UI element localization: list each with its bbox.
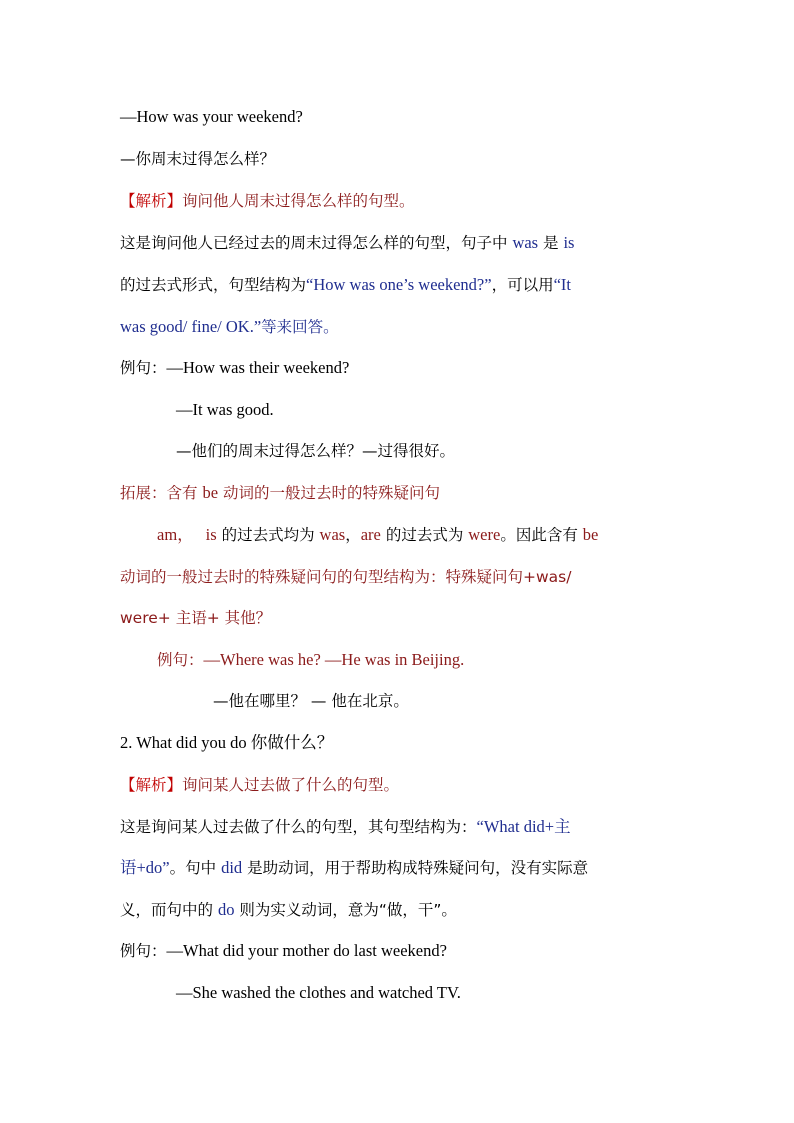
example-translation: —他们的周末过得怎么样？—过得很好。 [176, 442, 456, 460]
sentence-pattern: “What did+主 [476, 817, 571, 836]
keyword-do: do [217, 900, 235, 919]
example-label: 例句： [120, 359, 167, 377]
explanation-line-2 [120, 275, 571, 295]
keyword-did: did [221, 858, 243, 877]
extension-line-2: 动词的一般过去时的特殊疑问句的句型结构为：特殊疑问句+was/ [120, 568, 572, 586]
example-question: —How was their weekend? [166, 358, 350, 377]
example-label: 例句： [157, 651, 204, 669]
extension-heading [120, 483, 440, 503]
keyword-is: is [205, 525, 217, 544]
section-heading: 2. What did you do 你做什么？ [120, 733, 334, 752]
keyword-am: am， [157, 525, 194, 544]
keyword-was: was [319, 525, 346, 544]
explanation-text: 的过去式形式，句型结构为 [120, 276, 307, 294]
explanation-text: 等来回答。 [261, 318, 339, 336]
example-answer: —It was good. [176, 400, 274, 419]
analysis-summary: 询问他人周末过得怎么样的句型。 [182, 192, 415, 210]
analysis-tag: 【解析】 [120, 776, 183, 794]
extension-text: 的过去式为 [380, 526, 469, 544]
extension-line-1 [157, 525, 598, 545]
keyword-were: were [468, 525, 501, 544]
explanation-text: 是 [538, 234, 564, 252]
extension-text: 的过去式均为 [216, 526, 320, 544]
keyword-was: was [512, 233, 539, 252]
example-line-2 [120, 941, 447, 961]
keyword-be: be [582, 525, 599, 544]
answer-pattern: was good/ fine/ OK.” [120, 317, 262, 336]
explanation-line-5 [120, 858, 588, 878]
explanation-line-1 [120, 233, 574, 253]
keyword-be: be [202, 483, 219, 502]
extension-line-3: were+ 主语+ 其他？ [120, 609, 272, 627]
sentence-pattern: 语+do” [120, 858, 170, 877]
example-label: 例句： [120, 942, 167, 960]
explanation-text: 这是询问某人过去做了什么的句型，其句型结构为： [120, 818, 477, 836]
extension-text: 。因此含有 [500, 526, 583, 544]
extension-text: 动词的一般过去时的特殊疑问句 [218, 484, 440, 502]
explanation-text: 这是询问他人已经过去的周末过得怎么样的句型，句子中 [120, 234, 513, 252]
keyword-is: is [563, 233, 575, 252]
example-answer: —She washed the clothes and watched TV. [176, 983, 461, 1002]
analysis-summary: 询问某人过去做了什么的句型。 [182, 776, 400, 794]
section-2-heading [120, 733, 333, 753]
analysis-line-2 [120, 775, 399, 795]
example-dialogue: —Where was he? —He was in Beijing. [203, 650, 465, 669]
extension-label: 拓展：含有 [120, 484, 203, 502]
explanation-text: 义，而句中的 [120, 901, 218, 919]
analysis-tag: 【解析】 [120, 192, 183, 210]
extension-text: ， [345, 526, 361, 544]
answer-pattern: “It [553, 275, 571, 294]
explanation-text: 则为实义动词，意为“做，干”。 [234, 901, 457, 919]
dialogue-question-en: —How was your weekend? [120, 107, 303, 126]
extension-example [157, 650, 464, 670]
explanation-line-3 [120, 317, 339, 337]
sentence-pattern: “How was one’s weekend?” [306, 275, 492, 294]
explanation-text: ，可以用 [491, 276, 554, 294]
explanation-line-6 [120, 900, 457, 920]
extension-example-translation: —他在哪里？ — 他在北京。 [213, 692, 409, 710]
explanation-text: 是助动词，用于帮助构成特殊疑问句，没有实际意 [242, 859, 589, 877]
example-line-1 [120, 358, 349, 378]
example-question: —What did your mother do last weekend? [166, 941, 447, 960]
explanation-text: 。句中 [169, 859, 222, 877]
explanation-line-4 [120, 817, 571, 837]
keyword-are: are [360, 525, 381, 544]
dialogue-question-zh: —你周末过得怎么样？ [120, 150, 276, 168]
analysis-line-1 [120, 191, 415, 211]
